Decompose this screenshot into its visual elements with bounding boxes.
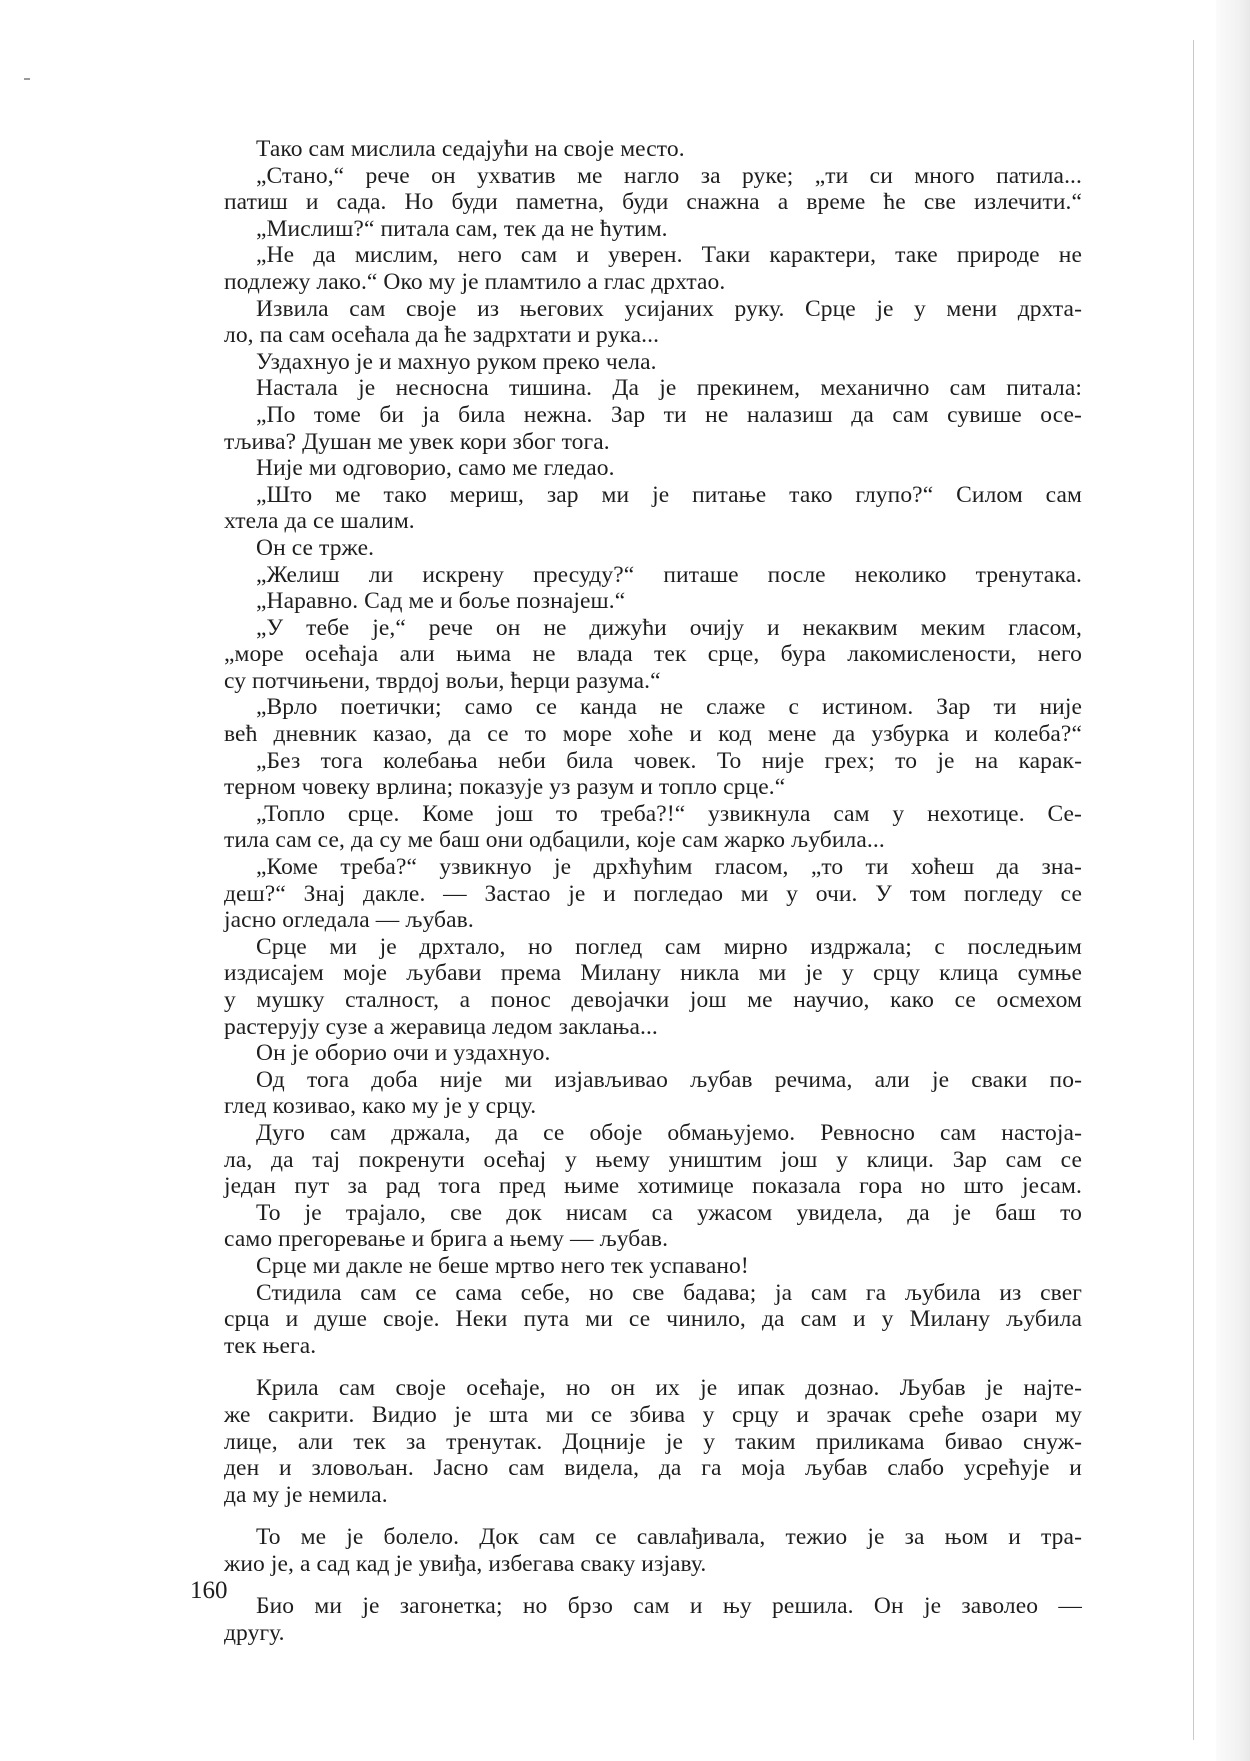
text-line: издисајем моје љубави према Милану никла ми је у срцу клица сумње [224, 960, 1082, 987]
text-line: „По томе би ја била нежна. Зар ти не налазиш да сам сувише осе- [256, 401, 1082, 428]
text-line: „Не да мислим, него сам и уверен. Таки карактери, таке природе не [256, 242, 1082, 269]
text-line: „Стано,“ рече он ухватив ме нагло за руке; „ти си много патила... [256, 162, 1082, 189]
text-line: „У тебе је,“ рече он не дижући очију и некаквим меким гласом, [256, 614, 1082, 641]
text-line: „Мислиш?“ питала сам, тек да не ћутим. [256, 215, 668, 242]
text-line: тек њега. [224, 1332, 317, 1359]
text-line: „Желиш ли искрену пресуду?“ питаше после неколико тренутака. [256, 561, 1082, 588]
scan-mark [24, 78, 30, 80]
text-line: хтела да се шалим. [224, 508, 415, 535]
text-line: лице, али тек за тренутак. Доцније је у таким приликама бивао снуж- [224, 1428, 1082, 1455]
text-line: „море осећаја али њима не влада тек срце, бура лакомислености, него [224, 641, 1082, 668]
text-line: Био ми је загонетка; но брзо сам и њу решила. Он је заволео — [256, 1593, 1082, 1620]
text-line: јасно огледала — љубав. [224, 907, 474, 934]
page-number: 160 [190, 1577, 228, 1604]
text-line: „Што ме тако мериш, зар ми је питање тако глупо?“ Силом сам [256, 481, 1082, 508]
paragraph-gap [224, 1359, 1082, 1375]
text-line: же сакрити. Видио је шта ми се збива у срцу и зрачак среће озари му [224, 1401, 1082, 1428]
text-line: патиш и сада. Но буди паметна, буди снажна а време ће све излечити.“ [224, 189, 1082, 216]
text-line: тљива? Душан ме увек кори због тога. [224, 428, 610, 455]
text-line: другу. [224, 1620, 285, 1647]
text-line: „Наравно. Сад ме и боље познајеш.“ [256, 588, 626, 615]
text-line: То ме је болело. Док сам се савлађивала, тежио је за њом и тра- [256, 1524, 1082, 1551]
body-text [224, 136, 1082, 1647]
text-line: Крила сам своје осећаје, но он их је ипак дознао. Љубав је најте- [256, 1375, 1082, 1402]
text-line: су потчињени, тврдој вољи, ћерци разума.“ [224, 667, 661, 694]
text-line: ло, па сам осећала да ће задрхтати и рука... [224, 322, 660, 349]
text-line: Срце ми дакле не беше мртво него тек успавано! [256, 1252, 749, 1279]
text-line: глед козивао, како му је у срцу. [224, 1093, 537, 1120]
text-line: жио је, а сад кад је увиђа, избегава сваку изјаву. [224, 1550, 707, 1577]
paragraph-gap [224, 1508, 1082, 1524]
text-line: један пут за рад тога пред њиме хотимице показала гора но што јесам. [224, 1173, 1082, 1200]
text-line: деш?“ Знај дакле. — Застао је и погледао ми у очи. У том погледу се [224, 880, 1082, 907]
text-line: срца и душе своје. Неки пута ми се чинило, да сам и у Милану љубила [224, 1306, 1082, 1333]
text-line: Дуго сам држала, да се обоје обмањујемо. Ревносно сам настоја- [256, 1119, 1082, 1146]
text-line: „Коме треба?“ узвикнуо је дрхћућим гласом, „то ти хоћеш да зна- [256, 854, 1082, 881]
text-line: ла, да тај покренути осећај у њему уништим још у клици. Зар сам се [224, 1146, 1082, 1173]
text-line: Настала је несносна тишина. Да је прекинем, механично сам питала: [256, 375, 1082, 402]
text-line: ден и зловољан. Јасно сам видела, да га моја љубав слабо усрећује и [224, 1455, 1082, 1482]
text-line: Срце ми је дрхтало, но поглед сам мирно издржала; с последњим [256, 933, 1082, 960]
text-line: да му је немила. [224, 1481, 388, 1508]
text-line: Није ми одговорио, само ме гледао. [256, 455, 615, 482]
text-line: Уздахнуо је и махнуо руком преко чела. [256, 348, 657, 375]
text-line: већ дневник казао, да се то море хоће и код мене да узбурка и колеба?“ [224, 721, 1082, 748]
paragraph-gap [224, 1577, 1082, 1593]
text-line: „Без тога колебања неби била човек. То није грех; то је на карак- [256, 747, 1082, 774]
text-line: само прегоревање и брига а њему — љубав. [224, 1226, 669, 1253]
text-line: То је трајало, све док нисам са ужасом увидела, да је баш то [256, 1199, 1082, 1226]
text-line: Он је оборио очи и уздахнуо. [256, 1040, 551, 1067]
text-line: растерују сузе а жеравица ледом заклања... [224, 1013, 658, 1040]
text-line: Стидила сам се сама себе, но све бадава; ја сам га љубила из свег [256, 1279, 1082, 1306]
text-line: „Топло срце. Коме још то треба?!“ узвикнула сам у нехотице. Се- [256, 800, 1082, 827]
text-line: „Врло поетички; само се канда не слаже с истином. Зар ти није [256, 694, 1082, 721]
text-line: у мушку сталност, а понос девојачки још ме научио, како се осмехом [224, 987, 1082, 1013]
text-line: Извила сам своје из његових усијаних руку. Срце је у мени дрхта- [256, 295, 1082, 322]
text-line: тила сам се, да су ме баш они одбацили, које сам жарко љубила... [224, 827, 885, 854]
text-line: Тако сам мислила седајући на своје место. [256, 136, 685, 162]
text-line: Од тога доба није ми изјављивао љубав речима, али је сваки по- [256, 1066, 1082, 1093]
text-line: Он се трже. [256, 534, 375, 561]
text-line: подлежу лако.“ Око му је пламтило а глас дрхтао. [224, 268, 726, 295]
page-edge-shadow [1216, 0, 1250, 1761]
page-fold-line [1193, 40, 1194, 1740]
text-line: терном човеку врлина; показује уз разум и топло срце.“ [224, 774, 786, 801]
